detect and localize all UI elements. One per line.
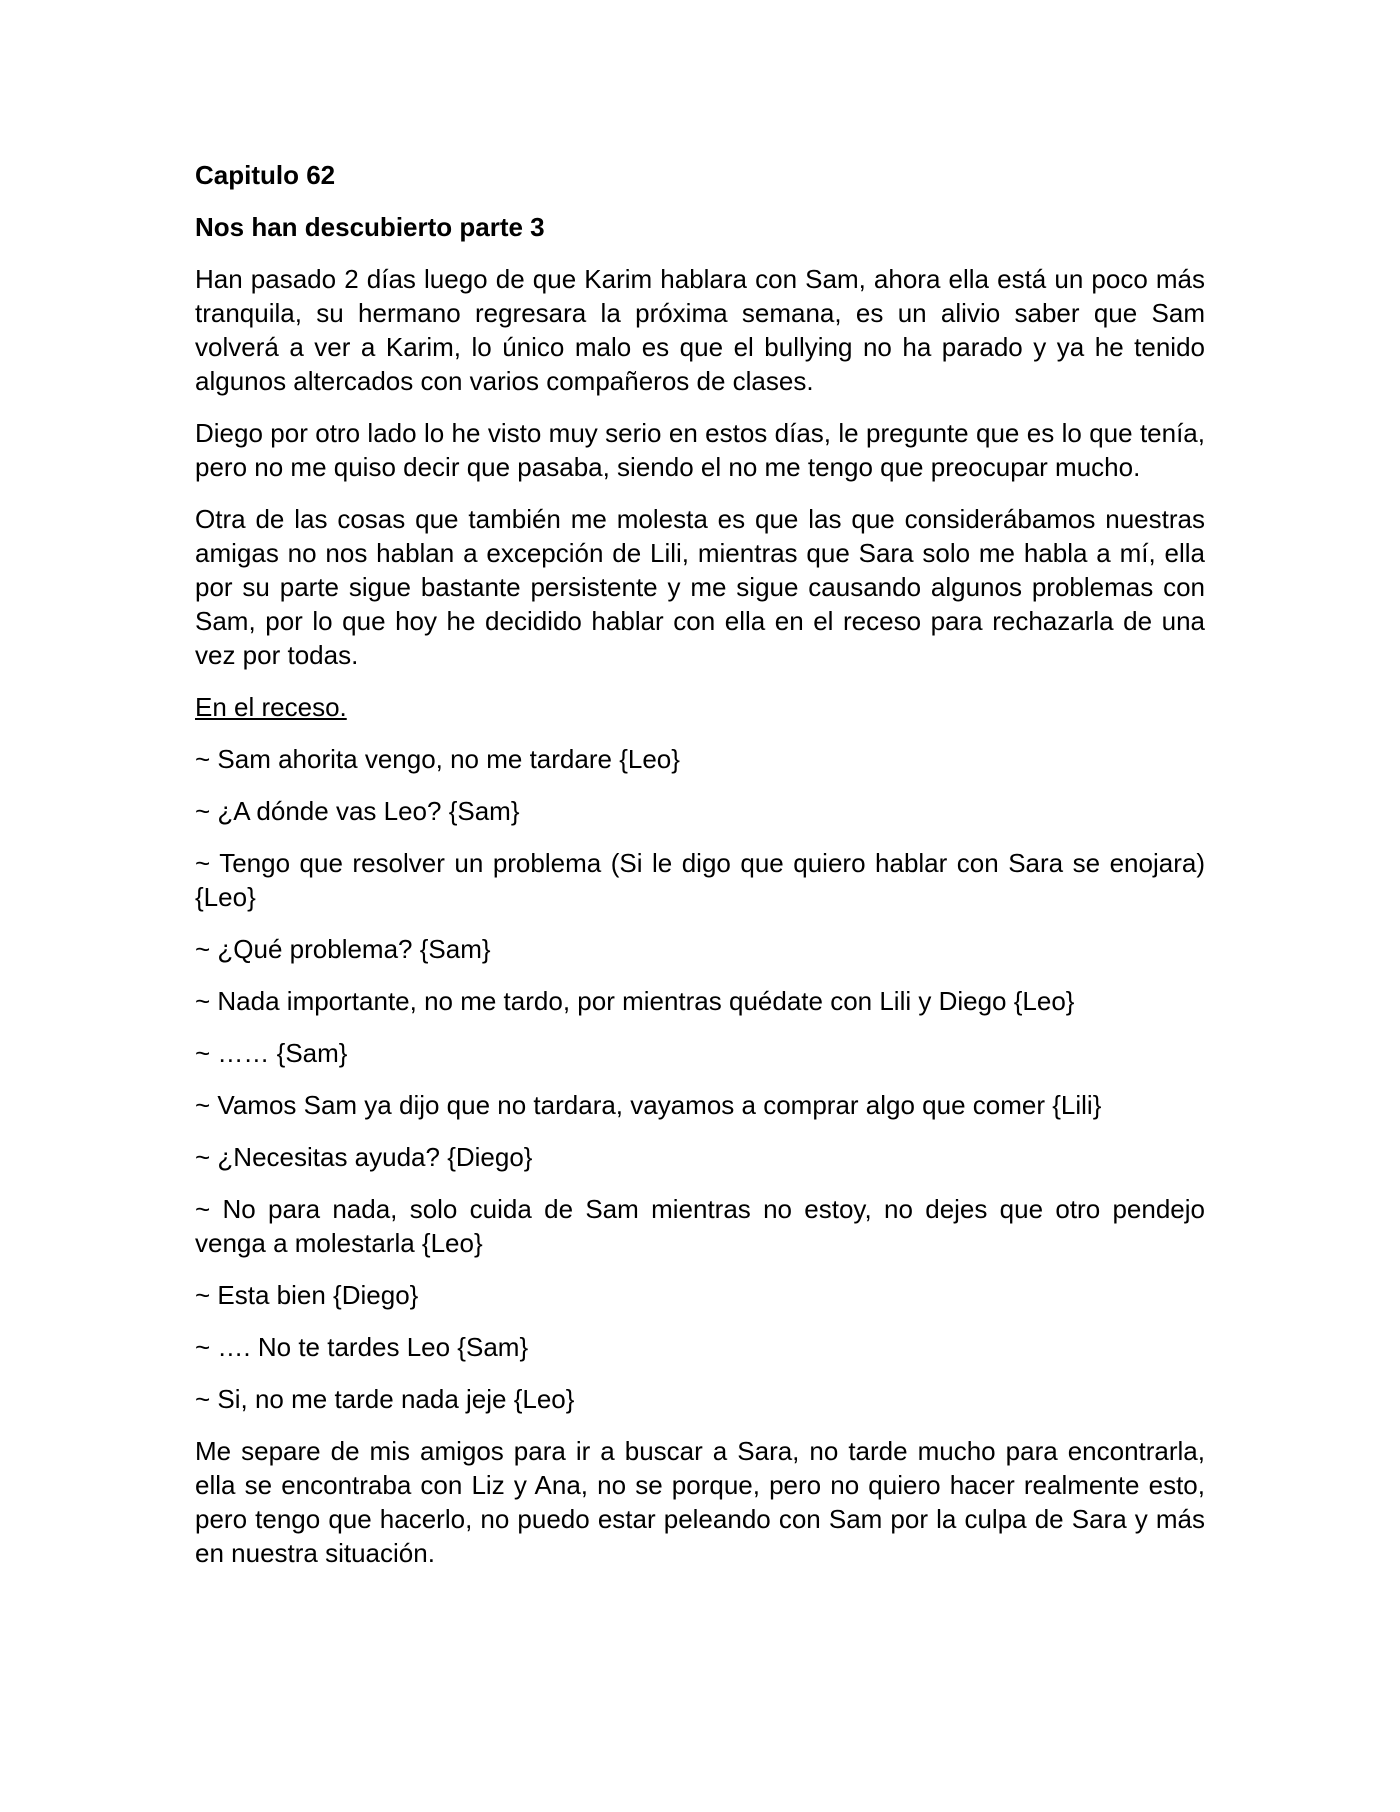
dialogue-line: ~ Vamos Sam ya dijo que no tardara, vayamos a comprar algo que comer {Lili} (195, 1090, 1102, 1120)
dialogue-line: ~ Tengo que resolver un problema (Si le digo que quiero hablar con Sara se enojara) {Leo} (195, 848, 1205, 912)
dialogue-line: ~ No para nada, solo cuida de Sam mientras no estoy, no dejes que otro pendejo venga a molestarla {Leo} (195, 1194, 1205, 1258)
dialogue-line: ~ ¿Necesitas ayuda? {Diego} (195, 1142, 533, 1172)
closing-paragraph: Me separe de mis amigos para ir a buscar a Sara, no tarde mucho para encontrarla, ella se encontraba con Liz y Ana, no se porque, pero no quiero hacer realmente esto, pero tengo que hacerlo, no puedo estar peleando con Sam por la culpa de Sara y más en nuestra situación. (195, 1436, 1205, 1568)
dialogue-line: ~ Nada importante, no me tardo, por mientras quédate con Lili y Diego {Leo} (195, 986, 1075, 1016)
dialogue-line: ~ ¿A dónde vas Leo? {Sam} (195, 796, 520, 826)
chapter-subtitle: Nos han descubierto parte 3 (195, 212, 545, 242)
paragraph: Diego por otro lado lo he visto muy serio en estos días, le pregunte que es lo que tenía, pero no me quiso decir que pasaba, siendo el no me tengo que preocupar mucho. (195, 418, 1205, 482)
dialogue-line: ~ Si, no me tarde nada jeje {Leo} (195, 1384, 575, 1414)
paragraph: Otra de las cosas que también me molesta es que las que considerábamos nuestras amigas no nos hablan a excepción de Lili, mientras que Sara solo me habla a mí, ella por su parte sigue bastante persistente y me sigue causando algunos problemas con Sam, por lo que hoy he decidido hablar con ella en el receso para rechazarla de una vez por todas. (195, 504, 1205, 670)
dialogue-line: ~ Sam ahorita vengo, no me tardare {Leo} (195, 744, 680, 774)
dialogue-line: ~ Esta bien {Diego} (195, 1280, 419, 1310)
paragraph: Han pasado 2 días luego de que Karim hablara con Sam, ahora ella está un poco más tranquila, su hermano regresara la próxima semana, es un alivio saber que Sam volverá a ver a Karim, lo único malo es que el bullying no ha parado y ya he tenido algunos altercados con varios compañeros de clases. (195, 264, 1205, 396)
dialogue-line: ~ …. No te tardes Leo {Sam} (195, 1332, 529, 1362)
chapter-title: Capitulo 62 (195, 160, 336, 190)
scene-label: En el receso. (195, 692, 347, 722)
dialogue-line: ~ …… {Sam} (195, 1038, 348, 1068)
document-page (195, 158, 1205, 1588)
dialogue-line: ~ ¿Qué problema? {Sam} (195, 934, 491, 964)
